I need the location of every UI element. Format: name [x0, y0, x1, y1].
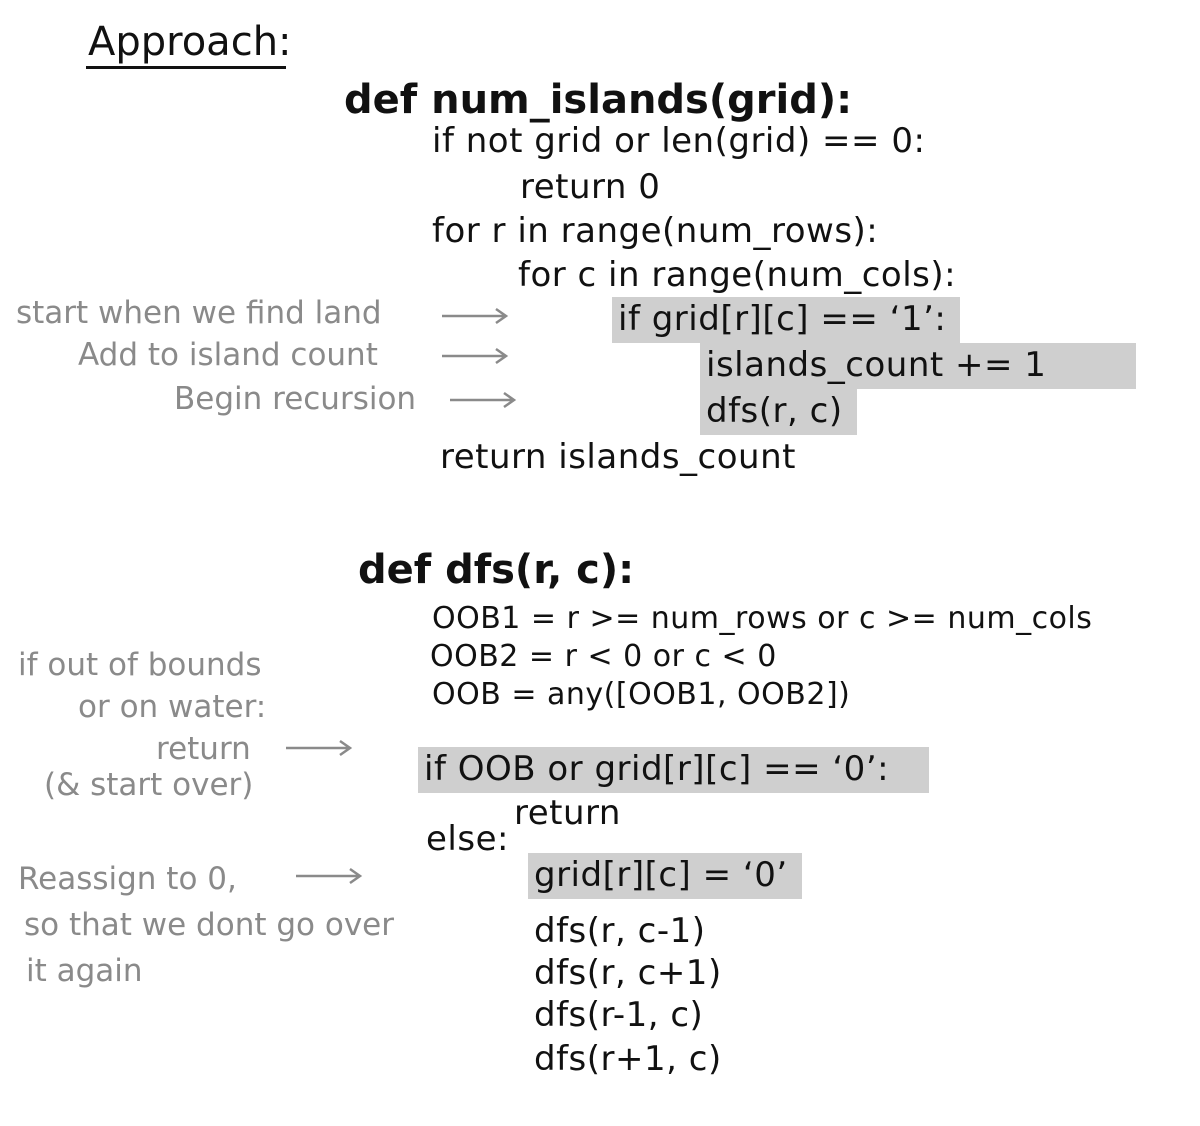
arrow-icon	[294, 866, 366, 886]
code-line: else:	[426, 819, 509, 859]
annotation-note: (& start over)	[44, 767, 254, 803]
annotation-note: if out of bounds	[18, 647, 262, 683]
annotation-note: or on water:	[78, 689, 267, 725]
num-islands-signature: def num_islands(grid):	[344, 77, 853, 123]
title-underline	[86, 66, 286, 69]
code-line: for r in range(num_rows):	[432, 211, 879, 251]
annotation-note: it again	[26, 953, 143, 989]
annotation-note: start when we find land	[16, 295, 382, 331]
code-line: if not grid or len(grid) == 0:	[432, 121, 926, 161]
arrow-icon	[440, 346, 512, 366]
annotation-note: Begin recursion	[174, 381, 417, 417]
annotation-note: Reassign to 0,	[18, 861, 237, 897]
code-line: return islands_count	[440, 437, 796, 477]
code-line: dfs(r+1, c)	[534, 1039, 722, 1079]
code-line: OOB2 = r < 0 or c < 0	[430, 639, 777, 674]
highlighted-code-line: if OOB or grid[r][c] == ‘0’:	[418, 747, 929, 793]
code-line: dfs(r, c-1)	[534, 911, 706, 951]
code-line: return	[514, 793, 621, 833]
annotation-note: return	[156, 731, 251, 767]
annotation-note: so that we dont go over	[24, 907, 394, 943]
arrow-icon	[448, 390, 520, 410]
code-line: for c in range(num_cols):	[518, 255, 957, 295]
highlighted-code-line: dfs(r, c)	[700, 389, 857, 435]
code-line: OOB = any([OOB1, OOB2])	[432, 677, 851, 712]
page-title: Approach:	[88, 19, 292, 65]
code-line: OOB1 = r >= num_rows or c >= num_cols	[432, 601, 1093, 636]
highlighted-code-line: islands_count += 1	[700, 343, 1136, 389]
code-line: dfs(r-1, c)	[534, 995, 704, 1035]
annotation-note: Add to island count	[78, 337, 378, 373]
dfs-signature: def dfs(r, c):	[358, 547, 635, 593]
arrow-icon	[440, 306, 512, 326]
highlighted-code-line: if grid[r][c] == ‘1’:	[612, 297, 960, 343]
arrow-icon	[284, 738, 356, 758]
code-line: return 0	[520, 167, 661, 207]
highlighted-code-line: grid[r][c] = ‘0’	[528, 853, 802, 899]
code-line: dfs(r, c+1)	[534, 953, 722, 993]
